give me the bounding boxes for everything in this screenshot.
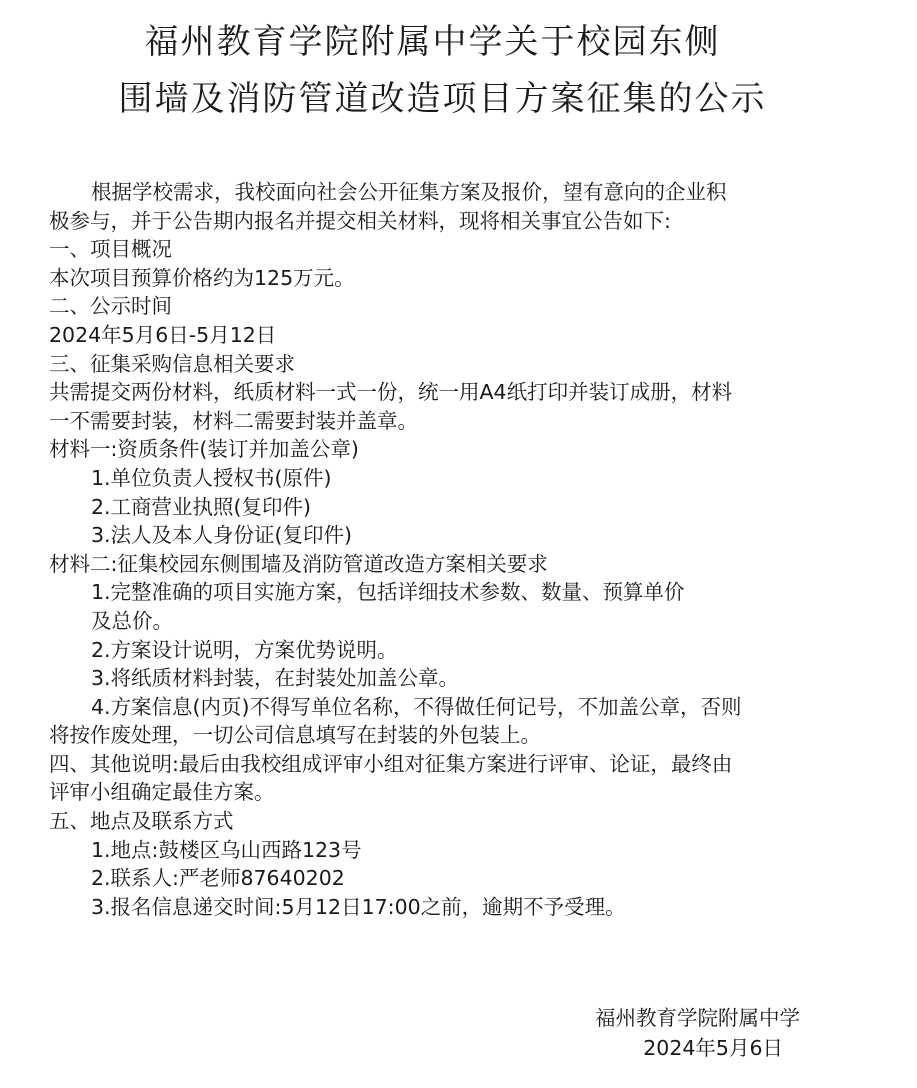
section-other-notes-line: 四、其他说明:最后由我校组成评审小组对征集方案进行评审、论证，最终由 [49, 751, 733, 776]
requirements-text-line: 一不需要封装，材料二需要封装并盖章。 [49, 408, 418, 433]
material-two-heading: 材料二:征集校园东侧围墙及消防管道改造方案相关要求 [49, 551, 548, 576]
list-item: 1.完整准确的项目实施方案，包括详细技术参数、数量、预算单价 [91, 580, 685, 605]
document-title-line-2: 围墙及消防管道改造项目方案征集的公示 [118, 79, 767, 119]
section-heading-contact: 五、地点及联系方式 [49, 809, 234, 834]
signature-organization: 福州教育学院附属中学 [595, 1006, 800, 1030]
section-other-notes-line: 评审小组确定最佳方案。 [49, 780, 275, 805]
document-body [49, 178, 809, 921]
list-item: 2.方案设计说明，方案优势说明。 [91, 637, 398, 662]
section-heading-project-overview: 一、项目概况 [49, 237, 172, 262]
requirements-text-line: 共需提交两份材料，纸质材料一式一份，统一用A4纸打印并装订成册，材料 [49, 380, 733, 405]
list-item-continuation: 及总价。 [91, 608, 173, 633]
list-item: 3.报名信息递交时间:5月12日17:00之前，逾期不予受理。 [91, 894, 626, 919]
list-item: 1.单位负责人授权书(原件) [91, 465, 332, 490]
document-title-line-1: 福州教育学院附属中学关于校园东侧 [144, 22, 721, 62]
material-one-heading: 材料一:资质条件(装订并加盖公章) [49, 437, 359, 462]
signature-date: 2024年5月6日 [643, 1036, 783, 1060]
list-item-continuation: 将按作废处理，一切公司信息填写在封装的外包装上。 [49, 723, 541, 748]
budget-text: 本次项目预算价格约为125万元。 [49, 265, 355, 290]
publicity-period-text: 2024年5月6日-5月12日 [49, 322, 277, 347]
list-item: 2.工商营业执照(复印件) [91, 494, 312, 519]
list-item: 3.将纸质材料封装，在封装处加盖公章。 [91, 666, 460, 691]
intro-paragraph-line: 极参与，并于公告期内报名并提交相关材料，现将相关事宜公告如下: [49, 208, 671, 233]
list-item: 1.地点:鼓楼区乌山西路123号 [91, 837, 362, 862]
list-item: 2.联系人:严老师87640202 [91, 866, 345, 891]
list-item: 4.方案信息(内页)不得写单位名称，不得做任何记号，不加盖公章，否则 [91, 694, 742, 719]
section-heading-publicity-period: 二、公示时间 [49, 294, 172, 319]
intro-paragraph-line: 根据学校需求，我校面向社会公开征集方案及报价，望有意向的企业积 [91, 180, 727, 204]
list-item: 3.法人及本人身份证(复印件) [91, 523, 353, 548]
section-heading-requirements: 三、征集采购信息相关要求 [49, 351, 295, 376]
